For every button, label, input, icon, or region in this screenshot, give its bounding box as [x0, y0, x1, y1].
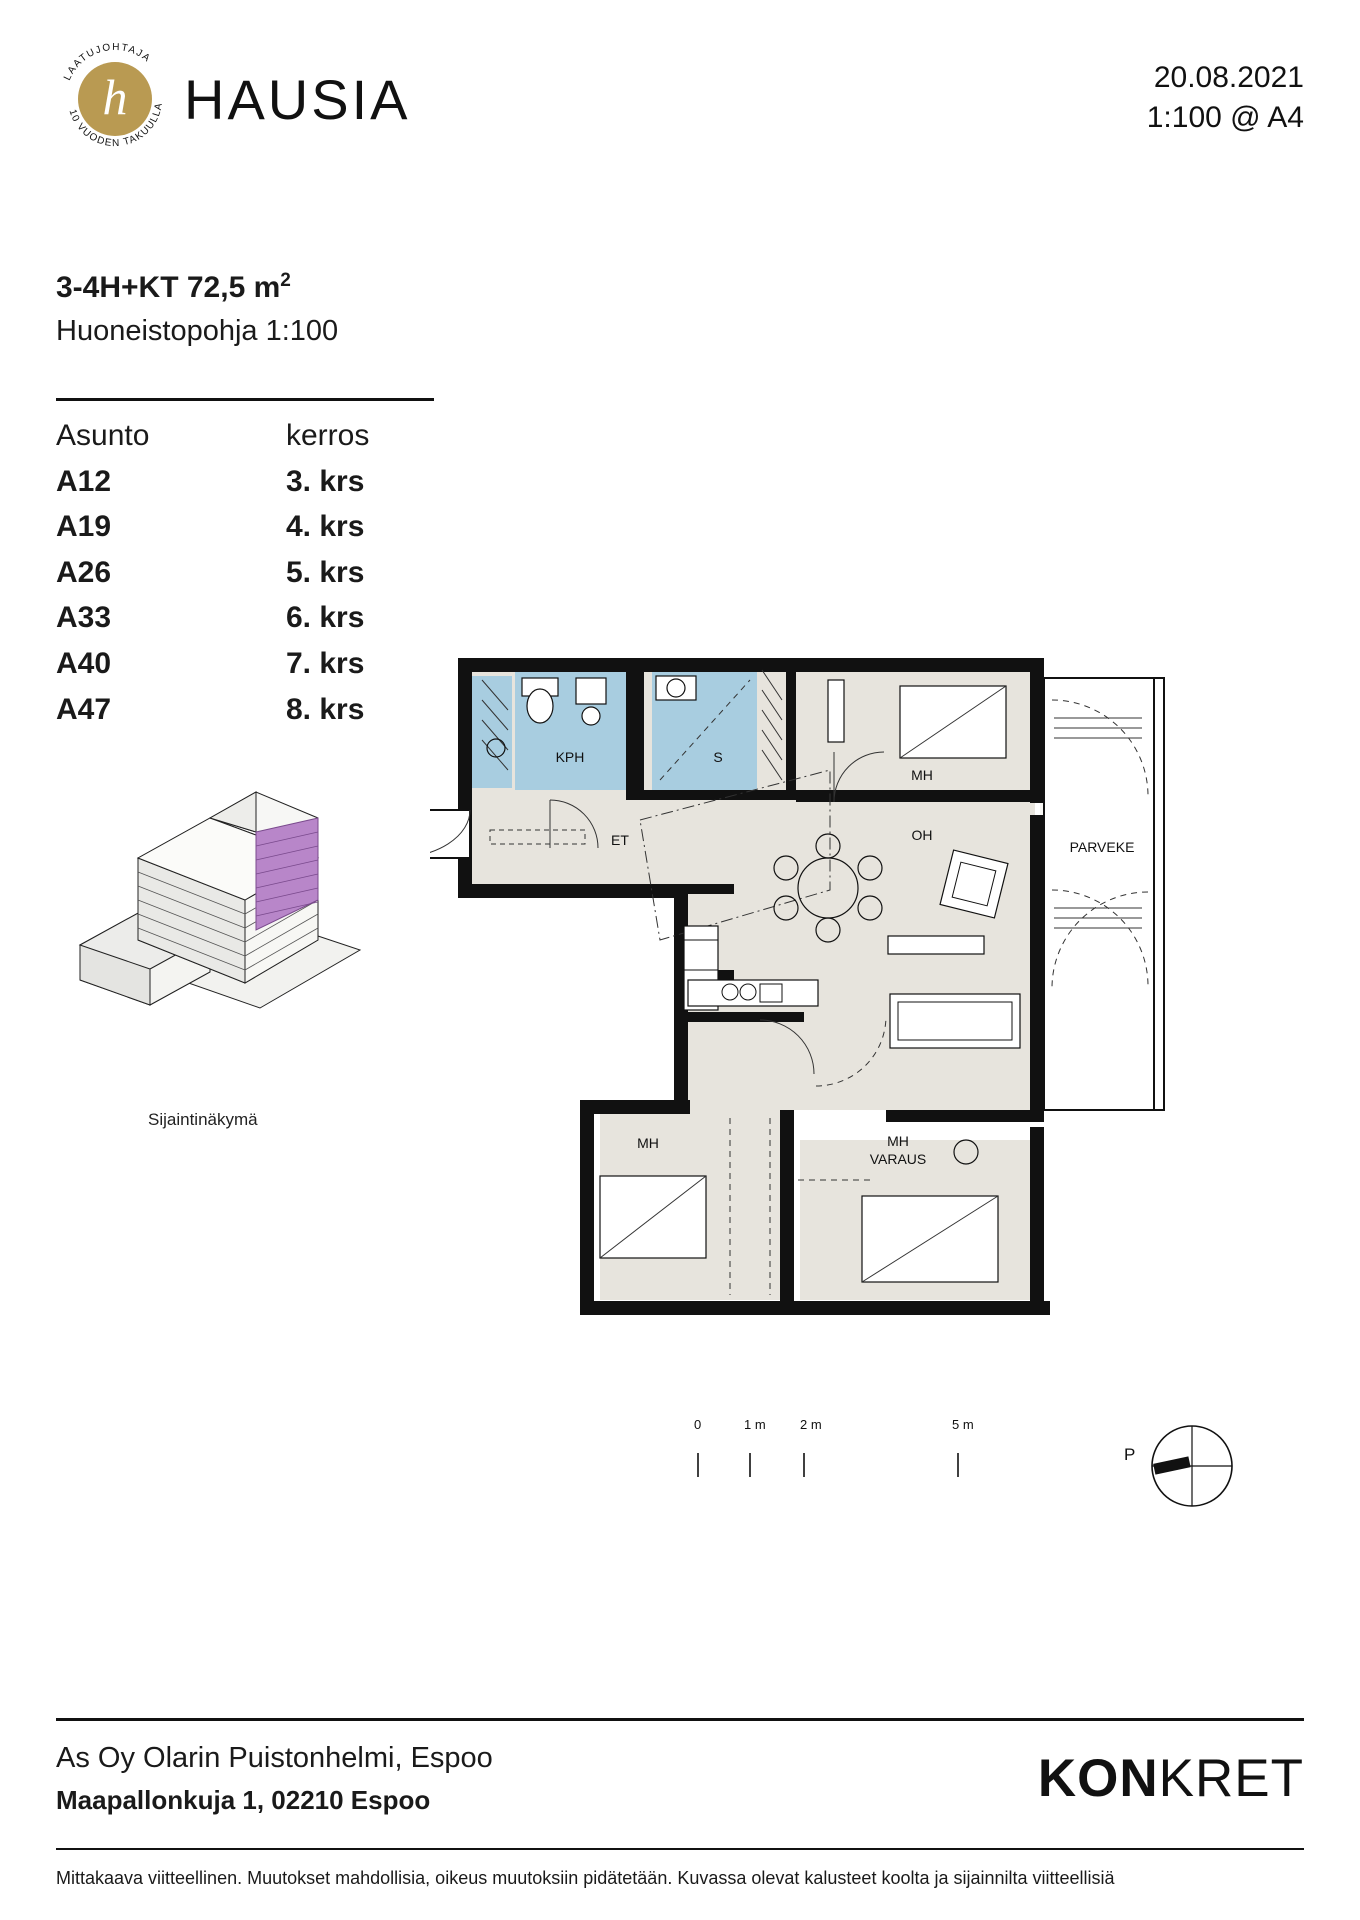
scale-tick-label-5: 5 m: [952, 1417, 974, 1432]
seal-ring-text: [56, 40, 174, 158]
table-header-row: [56, 413, 436, 459]
room-label-mh-varaus: MH: [887, 1133, 909, 1149]
table-row: [56, 641, 436, 687]
konkret-logo-part1: KON: [1037, 1749, 1159, 1808]
page-title-sup: 2: [280, 270, 291, 291]
cell-apartment: A33: [56, 601, 112, 635]
cell-apartment: A40: [56, 646, 112, 680]
seal-letter: h: [102, 69, 128, 125]
scale-tick-label-2: 2 m: [800, 1417, 822, 1432]
location-view-illustration: [60, 740, 440, 1000]
table-row: [56, 550, 436, 596]
page-title-text: 3-4H+KT 72,5 m: [56, 271, 281, 304]
cell-apartment: A12: [56, 464, 112, 498]
cell-apartment: A47: [56, 692, 112, 726]
page-title: [56, 270, 338, 305]
table-rule: [56, 398, 434, 401]
header-meta: [1147, 58, 1304, 137]
konkret-logo-part2: KRET: [1158, 1749, 1304, 1808]
title-block: [56, 270, 338, 348]
column-header-floor: kerros: [286, 419, 370, 452]
compass-rose: [1110, 1410, 1250, 1520]
konkret-logo: [1038, 1748, 1304, 1809]
brand-logo: [56, 40, 411, 158]
cell-floor: 7. krs: [286, 646, 365, 680]
room-label-sauna: S: [713, 749, 723, 765]
table-row: [56, 504, 436, 550]
table-row: [56, 687, 436, 733]
apartment-table: [56, 398, 436, 732]
cell-floor: 4. krs: [286, 510, 365, 544]
table-row: [56, 459, 436, 505]
compass-north-label: P: [1124, 1445, 1136, 1464]
footer-divider: [56, 1718, 1304, 1721]
cell-apartment: A19: [56, 510, 112, 544]
room-label-parveke: PARVEKE: [1069, 839, 1135, 855]
scale-tick-label-0: 0: [694, 1417, 702, 1432]
hausia-seal-icon: [56, 40, 174, 158]
cell-apartment: A26: [56, 555, 112, 589]
room-label-varaus: VARAUS: [869, 1151, 927, 1167]
location-view-caption: Sijaintinäkymä: [148, 1110, 258, 1129]
entrance-step: [430, 810, 470, 858]
disclaimer-text: Mittakaava viitteellinen. Muutokset mahdollisia, oikeus muutoksiin pidätetään. Kuvassa olevat kalusteet koolta ja sijainnilta viitteellisiä: [56, 1868, 1115, 1888]
page-footer: [56, 1742, 1304, 1852]
footer-address: Maapallonkuja 1, 02210 Espoo: [56, 1785, 431, 1815]
cell-floor: 8. krs: [286, 692, 365, 726]
page-header: [56, 40, 1304, 150]
table-row: [56, 595, 436, 641]
column-header-apartment: Asunto: [56, 419, 150, 452]
scale-tick-label-1: 1 m: [744, 1417, 766, 1432]
room-label-kph: KPH: [555, 749, 585, 765]
balcony: [1044, 678, 1164, 1110]
room-label-mh-left: MH: [637, 1135, 659, 1151]
room-label-et: ET: [611, 832, 629, 848]
disclaimer-divider: [56, 1848, 1304, 1850]
plan-scale: 1:100 @ A4: [1146, 100, 1304, 134]
floor-plan: [430, 640, 1330, 1380]
cell-floor: 5. krs: [286, 555, 365, 589]
brand-name: HAUSIA: [184, 67, 411, 131]
plan-date: 20.08.2021: [1153, 61, 1304, 94]
scale-bar: [690, 1415, 1050, 1495]
page-subtitle: Huoneistopohja 1:100: [56, 315, 339, 347]
svg-text:10 VUODEN TAKUULLA: 10 VUODEN TAKUULLA: [66, 101, 165, 150]
svg-text:LAATUJOHTAJA: LAATUJOHTAJA: [62, 41, 153, 83]
cell-floor: 3. krs: [286, 464, 365, 498]
footer-company: As Oy Olarin Puistonhelmi, Espoo: [56, 1742, 493, 1774]
cell-floor: 6. krs: [286, 601, 365, 635]
room-label-oh: OH: [911, 827, 933, 843]
room-label-mh-top: MH: [911, 767, 933, 783]
